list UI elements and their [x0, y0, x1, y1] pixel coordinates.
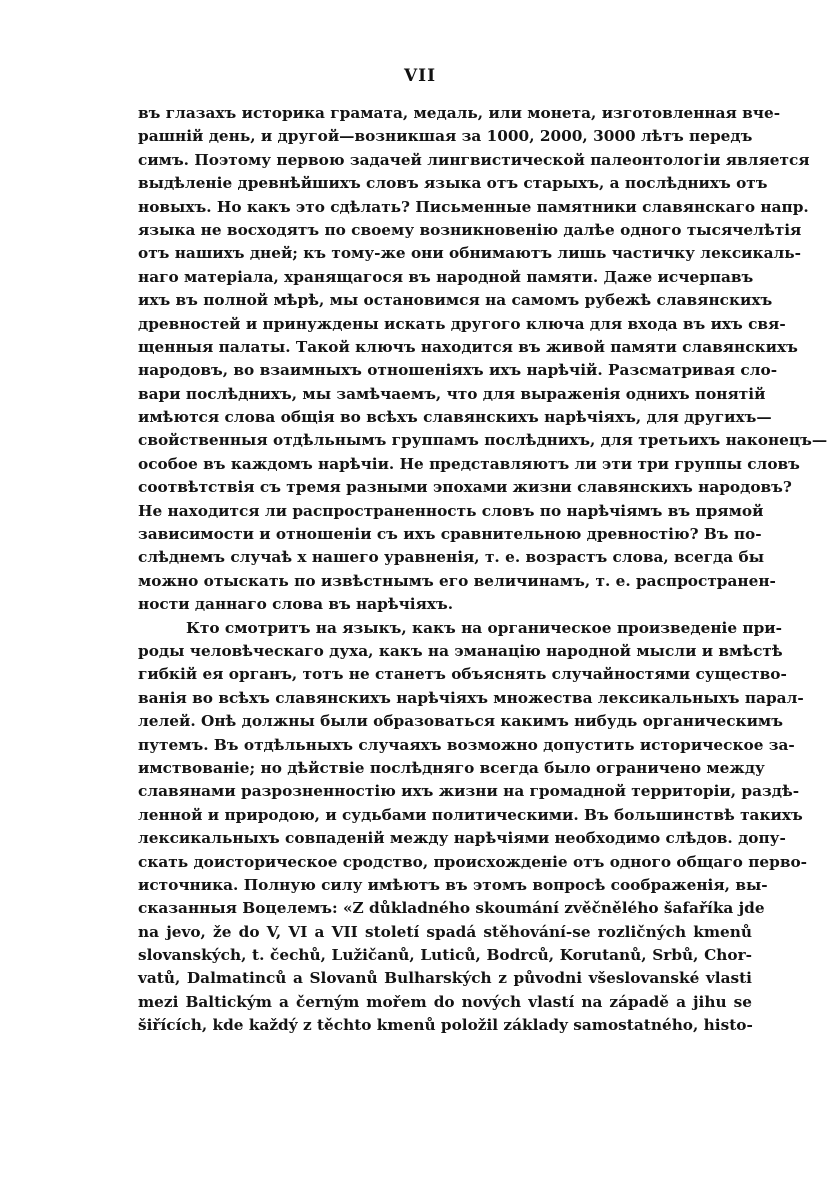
text-line: соотвѣтствія съ тремя разными эпохами жизни славянскихъ народовъ?	[138, 478, 792, 497]
text-line: слѣднемъ случаѣ x нашего уравненія, т. е. возрастъ слова, всегда бы	[138, 548, 765, 567]
text-line: рашній день, и другой—возникшая за 1000, 2000, 3000 лѣтъ передъ	[138, 127, 753, 146]
paragraph	[138, 617, 808, 1038]
text-line: наго матеріала, хранящагося въ народной памяти. Даже исчерпавъ	[138, 267, 754, 286]
text-line: путемъ. Въ отдѣльныхъ случаяхъ возможно допустить историческое за-	[138, 735, 795, 754]
text-line: ихъ въ полной мѣрѣ, мы остановимся на самомъ рубежѣ славянскихъ	[138, 291, 773, 310]
text-line: отъ нашихъ дней; къ тому-же они обнимаютъ лишь частичку лексикаль-	[138, 244, 802, 263]
text-line: славянами разрозненностію ихъ жизни на громадной территоріи, раздѣ-	[138, 782, 800, 801]
text-line: источника. Полную силу имѣютъ въ этомъ вопросѣ соображенія, вы-	[138, 875, 768, 894]
text-line: свойственныя отдѣльнымъ группамъ послѣднихъ, для третьихъ наконецъ—	[138, 431, 828, 450]
text-line: можно отыскать по извѣстнымъ его величинамъ, т. е. распространен-	[138, 571, 776, 590]
text-line: щенныя палаты. Такой ключъ находится въ живой памяти славянскихъ	[138, 337, 798, 356]
text-line: mezi Baltickým a černým mořem do nových vlastí na západě a jihu se	[138, 992, 752, 1011]
text-line: Не находится ли распространенность словъ по нарѣчіямъ въ прямой	[138, 501, 764, 520]
text-line: выдѣленіе древнѣйшихъ словъ языка отъ старыхъ, а послѣднихъ отъ	[138, 174, 768, 193]
text-line: скать доисторическое сродство, происхожденіе отъ одного общаго перво-	[138, 852, 808, 871]
text-line: симъ. Поэтому первою задачей лингвистической палеонтологіи является	[138, 150, 810, 169]
text-line: šiřících, kde každý z těchto kmenů položil základy samostatného, histo-	[138, 1016, 753, 1035]
text-line: na jevo, že do V, VI a VII století spadá stěhování-se rozličných kmenů	[138, 922, 752, 941]
text-line: въ глазахъ историка грамата, медаль, или монета, изготовленная вче-	[138, 104, 781, 122]
text-line: vatů, Dalmatinců a Slovanů Bulharských z původni všeslovanské vlasti	[138, 969, 752, 988]
text-line: зависимости и отношеніи съ ихъ сравнительною древностію? Въ по-	[138, 525, 762, 544]
text-line: имѣются слова общія во всѣхъ славянскихъ нарѣчіяхъ, для другихъ—	[138, 408, 772, 427]
text-line: языка не восходятъ по своему возникновенію далѣе одного тысячелѣтія	[138, 220, 802, 239]
text-line: народовъ, во взаимныхъ отношеніяхъ ихъ нарѣчій. Разсматривая сло-	[138, 361, 778, 380]
text-line: вари послѣднихъ, мы замѣчаемъ, что для выраженія однихъ понятій	[138, 384, 766, 403]
text-line: сказанныя Воцелемъ: «Z důkladného skoumání zvěčnělého šafaříka jde	[138, 899, 765, 918]
text-line: лелей. Онѣ должны были образоваться какимъ нибудь органическимъ	[138, 712, 783, 731]
text-line: ности даннаго слова въ нарѣчіяхъ.	[138, 595, 454, 614]
text-line: особое въ каждомъ нарѣчіи. Не представляютъ ли эти три группы словъ	[138, 454, 800, 473]
text-line: ванія во всѣхъ славянскихъ нарѣчіяхъ множества лексикальныхъ парал-	[138, 688, 804, 707]
page-number: VII	[403, 66, 437, 86]
body-text	[138, 102, 828, 1038]
text-line: лексикальныхъ совпаденій между нарѣчіями необходимо слѣдов. допу-	[138, 829, 786, 848]
text-line: имствованіе; но дѣйствіе послѣдняго всегда было ограничено между	[138, 758, 765, 777]
text-line: роды человѣческаго духа, какъ на эманацію народной мысли и вмѣстѣ	[138, 641, 783, 660]
paragraph	[138, 102, 828, 617]
text-line: гибкій ея органъ, тотъ не станетъ объяснять случайностями существо-	[138, 665, 787, 684]
text-line: новыхъ. Но какъ это сдѣлать? Письменные памятники славянскаго напр.	[138, 197, 809, 216]
text-line: slovanských, t. čechů, Lužičanů, Luticů, Bodrců, Korutanů, Srbů, Chor-	[138, 946, 752, 965]
text-line: Кто смотритъ на языкъ, какъ на органическое произведеніе при-	[186, 618, 782, 637]
text-line: древностей и принуждены искать другого ключа для входа въ ихъ свя-	[138, 314, 786, 333]
text-line: ленной и природою, и судьбами политическими. Въ большинствѣ такихъ	[138, 805, 803, 824]
